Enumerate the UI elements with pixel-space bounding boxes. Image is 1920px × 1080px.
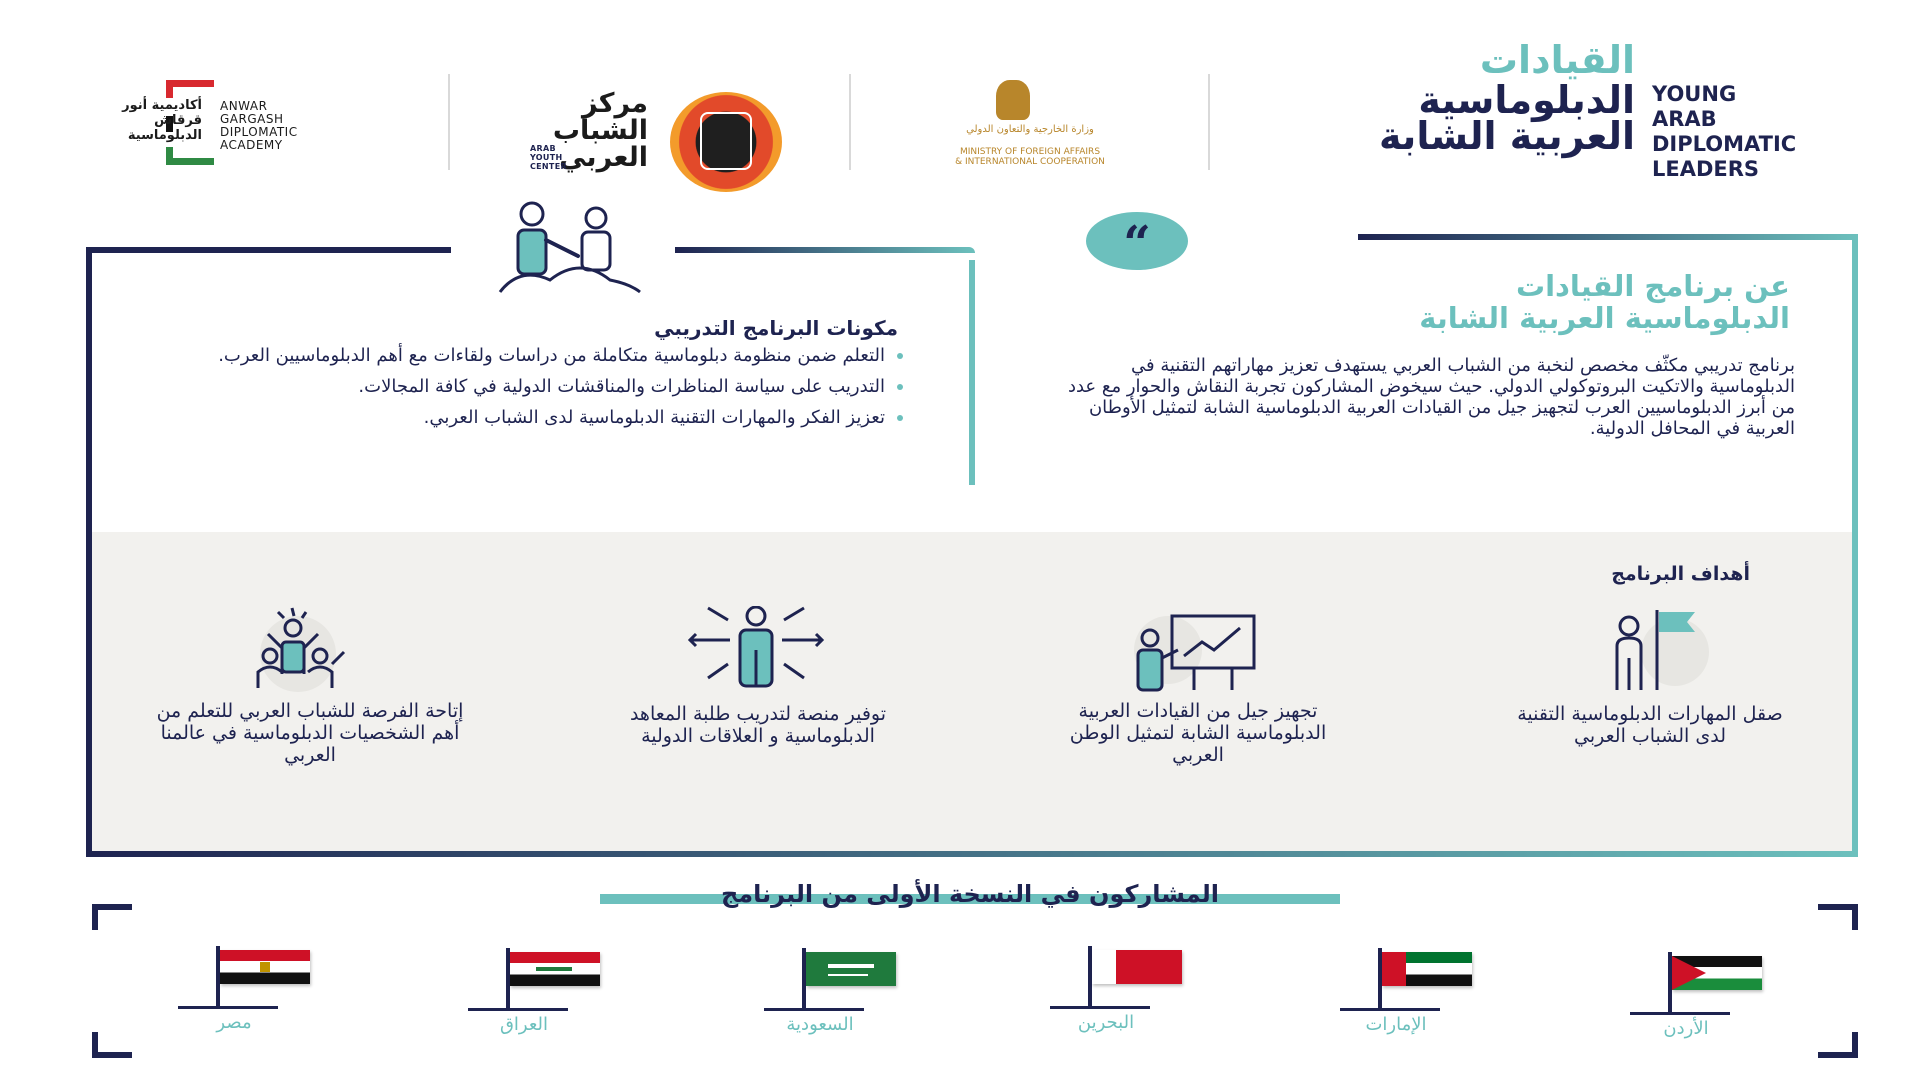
yadl-name-ar-line1: القيادات <box>1479 38 1635 82</box>
jordan-flag-icon <box>1672 956 1762 990</box>
frame-line <box>969 260 975 485</box>
header-divider <box>849 74 851 170</box>
goal-text: تجهيز جيل من القيادات العربية الدبلوماسية الشابة لتمثيل الوطن العربي <box>1069 700 1327 766</box>
country-name: الأردن <box>1663 1018 1709 1039</box>
mofa-name-ar: وزارة الخارجية والتعاون الدولي <box>966 124 1094 135</box>
frame-line <box>86 247 92 857</box>
uae-flag-icon <box>1382 952 1472 986</box>
flag-person-icon <box>1595 606 1735 694</box>
mofa-name-en: MINISTRY OF FOREIGN AFFAIRS & INTERNATIONAL COOPERATION <box>955 147 1105 167</box>
about-body: برنامج تدريبي مكثّف مخصص لنخبة من الشباب العربي يستهدف تعزيز مهاراتهم التقنية في الدبلوماسية والاتكيت البروتوكولي الدولي. حيث سيخوض المشاركون تجربة النقاش والحوار مع عدد من أبرز الدبلوماسيين العرب لتجهيز جيل من القيادات العربية الدبلوماسية الشابة لتمثيل الأوطان العربية في المحافل الدولية. <box>1067 355 1795 439</box>
arab-youth-center-name-en: ARAB YOUTH CENTER <box>530 144 567 171</box>
yadl-name-ar-line3: العربية الشابة <box>1379 114 1635 158</box>
frame-line <box>1852 234 1858 857</box>
header-divider <box>1208 74 1210 170</box>
corner-bracket <box>92 1032 132 1058</box>
person-arrows-icon <box>684 606 828 694</box>
list-item: التدريب على سياسة المناظرات والمناقشات الدولية في كافة المجالات. <box>215 376 903 397</box>
corner-bracket <box>1818 1032 1858 1058</box>
list-item: التعلم ضمن منظومة دبلوماسية متكاملة من دراسات ولقاءات مع أهم الدبلوماسيين العرب. <box>215 345 903 366</box>
bahrain-flag-icon <box>1092 950 1182 984</box>
country-name: السعودية <box>786 1014 854 1035</box>
cheering-people-icon <box>248 604 368 694</box>
quote-bubble-icon: “ <box>1086 212 1188 270</box>
corner-bracket <box>1818 904 1858 930</box>
country-name: العراق <box>499 1014 549 1035</box>
arab-youth-center-glyph-icon <box>700 112 752 170</box>
frame-line <box>1358 234 1858 240</box>
academy-name-ar: أكاديمية أنور قرقاش الدبلوماسية <box>122 98 202 143</box>
goal-text: إتاحة الفرصة للشباب العربي للتعلم من أهم الشخصيات الدبلوماسية في عالمنا العربي <box>156 700 464 766</box>
goal-text: توفير منصة لتدريب طلبة المعاهد الدبلوماسية و العلاقات الدولية <box>629 703 887 747</box>
frame-line <box>86 247 451 253</box>
yadl-name-ar-line2: الدبلوماسية <box>1418 78 1635 122</box>
corner-bracket <box>92 904 132 930</box>
saudi-flag-icon <box>806 952 896 986</box>
goals-title: أهداف البرنامج <box>1611 563 1750 585</box>
yadl-name-en: YOUNG ARAB DIPLOMATIC LEADERS <box>1652 82 1797 181</box>
mentor-people-icon <box>490 196 650 296</box>
presentation-icon <box>1128 608 1268 696</box>
iraq-flag-icon <box>510 952 600 986</box>
country-name: الإمارات <box>1365 1014 1427 1035</box>
arab-youth-center-name-ar: مركز الشباب العربي <box>552 88 648 173</box>
goal-text: صقل المهارات الدبلوماسية التقنية لدى الشباب العربي <box>1517 703 1783 747</box>
participants-title: المشاركون في النسخة الأولى من البرنامج <box>720 880 1220 908</box>
components-title: مكونات البرنامج التدريبي <box>654 316 898 340</box>
frame-line <box>675 247 975 253</box>
list-item: تعزيز الفكر والمهارات التقنية الدبلوماسية لدى الشباب العربي. <box>215 407 903 428</box>
about-title: عن برنامج القيادات الدبلوماسية العربية الشابة <box>1419 269 1790 335</box>
country-name: البحرين <box>1077 1012 1135 1033</box>
academy-name-en: ANWAR GARGASH DIPLOMATIC ACADEMY <box>220 99 298 152</box>
egypt-flag-icon <box>220 950 310 984</box>
country-name: مصر <box>216 1012 252 1033</box>
uae-falcon-emblem-icon <box>996 80 1030 120</box>
frame-line <box>86 851 1858 857</box>
components-list <box>215 345 903 438</box>
header-divider <box>448 74 450 170</box>
